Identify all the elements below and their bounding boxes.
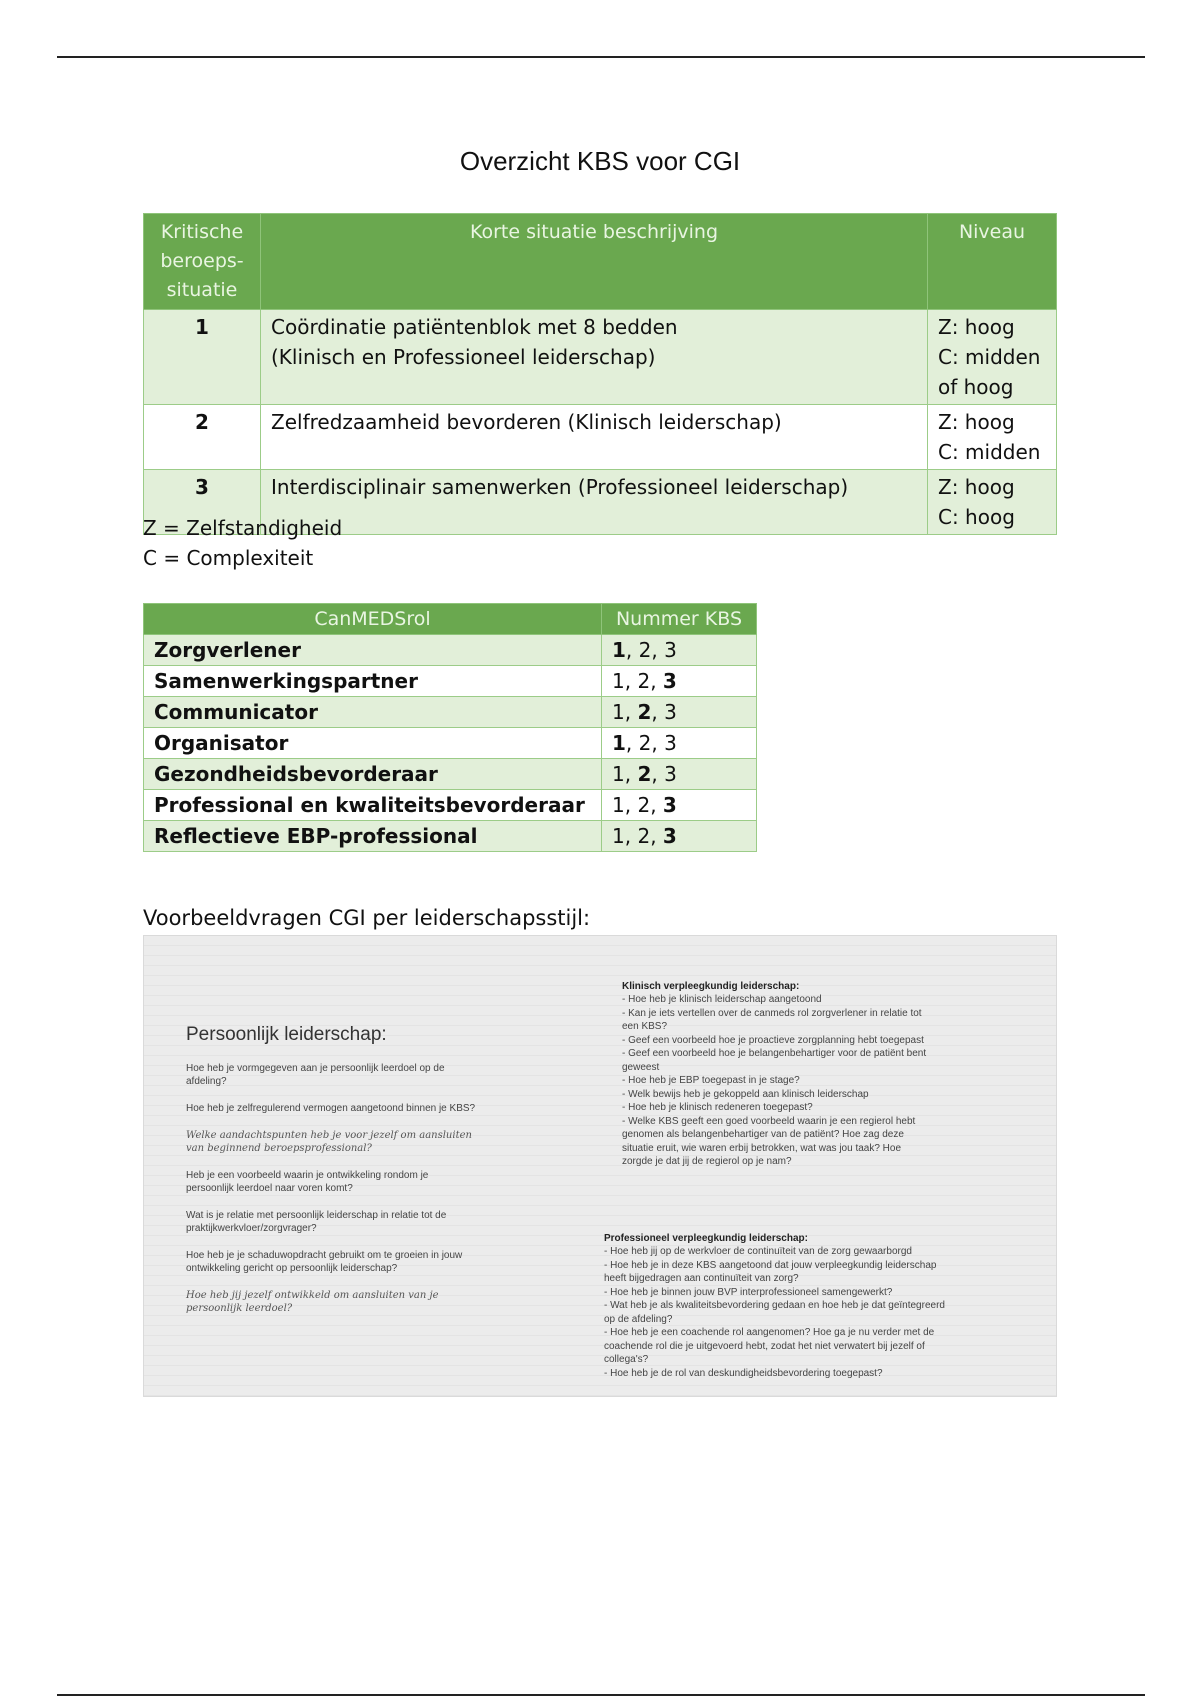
kbs-table (143, 213, 1057, 535)
kbs-header-kbs: Kritische beroeps-situatie (144, 214, 261, 310)
persoonlijk-question: Hoe heb jij jezelf ontwikkeld om aansluiten van je persoonlijk leerdoel? (186, 1290, 439, 1314)
slide-question-line: - Welk bewijs heb je gekoppeld aan klinisch leiderschap (622, 1088, 869, 1100)
kbs-desc-line: Interdisciplinair samenwerken (Professioneel leiderschap) (271, 475, 849, 499)
niveau-c: C: hoog (938, 505, 1015, 529)
canmeds-row (144, 635, 757, 666)
section-heading: Voorbeeldvragen CGI per leiderschapsstijl: (143, 906, 591, 930)
kbs-number: 2 (144, 405, 261, 470)
kbs-niveau (928, 310, 1057, 405)
kbs-number-ref: 1 (612, 700, 625, 724)
canmeds-kbs-numbers: 1, 2, 3 (602, 821, 757, 852)
canmeds-row (144, 821, 757, 852)
kbs-header-beschrijving: Korte situatie beschrijving (261, 214, 928, 310)
slide-question-line: - Kan je iets vertellen over de canmeds rol zorgverlener in relatie tot (622, 1007, 922, 1019)
professioneel-lines (604, 1245, 1014, 1380)
klinisch-lines (622, 993, 992, 1169)
canmeds-role: Gezondheidsbevorderaar (144, 759, 602, 790)
canmeds-header-rol: CanMEDSrol (144, 604, 602, 635)
kbs-row (144, 310, 1057, 405)
canmeds-row (144, 759, 757, 790)
kbs-number-ref: 1 (612, 669, 625, 693)
persoonlijk-question: Wat is je relatie met persoonlijk leiderschap in relatie tot de praktijkwerkvloer/zorgvrager? (186, 1210, 447, 1234)
professioneel-leiderschap-block (604, 1232, 1014, 1380)
kbs-number-ref: 1 (612, 731, 626, 755)
kbs-number: 1 (144, 310, 261, 405)
niveau-z: Z: hoog (938, 315, 1015, 339)
slide-question-line: - Hoe heb je de rol van deskundigheidsbevordering toegepast? (604, 1367, 883, 1379)
slide-question-line: coachende rol die je uitgevoerd hebt, zodat het niet verwatert bij jezelf of (604, 1340, 925, 1352)
persoonlijk-question: Hoe heb je je schaduwopdracht gebruikt om te groeien in jouw ontwikkeling gericht op persoonlijk leiderschap? (186, 1250, 463, 1274)
slide-question-line: genomen als belangenbehartiger van de patiënt? Hoe zag deze (622, 1129, 904, 1140)
canmeds-kbs-numbers: 1, 2, 3 (602, 790, 757, 821)
slide-question-line: - Geef een voorbeeld hoe je belangenbehartiger voor de patiënt bent (622, 1048, 927, 1059)
canmeds-role: Reflectieve EBP-professional (144, 821, 602, 852)
slide-question-line: situatie eruit, wie waren erbij betrokken, wat was jou taak? Hoe (622, 1142, 902, 1154)
kbs-number-ref: 3 (664, 700, 677, 724)
canmeds-role: Organisator (144, 728, 602, 759)
canmeds-kbs-numbers: 1, 2, 3 (602, 697, 757, 728)
kbs-description (261, 405, 928, 470)
slide-question-line: - Hoe heb je klinisch redeneren toegepast? (622, 1102, 813, 1113)
slide-question-line: collega's? (604, 1354, 649, 1365)
kbs-row (144, 405, 1057, 470)
slide-question-line: zorgde je dat jij de regierol op je nam? (622, 1156, 792, 1167)
canmeds-table (143, 603, 757, 852)
slide-question-line: op de afdeling? (604, 1313, 673, 1325)
slide-question-line: heeft bijgedragen aan continuïteit van zorg? (604, 1273, 799, 1284)
page-title: Overzicht KBS voor CGI (459, 146, 741, 176)
kbs-description (261, 470, 928, 535)
slide-question-line: - Wat heb je als kwaliteitsbevordering gedaan en hoe heb je dat geïntegreerd (604, 1300, 945, 1311)
canmeds-header-row (144, 604, 757, 635)
canmeds-role: Samenwerkingspartner (144, 666, 602, 697)
slide-question-line: - Welke KBS geeft een goed voorbeeld waarin je een regierol hebt (622, 1115, 916, 1127)
kbs-number-ref: 1 (612, 793, 625, 817)
kbs-number-ref: 2 (637, 700, 652, 724)
kbs-header-niveau: Niveau (928, 214, 1057, 310)
slide-question-line: een KBS? (622, 1021, 668, 1032)
slide-question-line: - Hoe heb je EBP toegepast in je stage? (622, 1075, 800, 1086)
kbs-number-ref: 2 (637, 824, 651, 848)
kbs-number-ref: 1 (612, 638, 626, 662)
canmeds-row (144, 728, 757, 759)
canmeds-body (144, 635, 757, 852)
kbs-number: 3 (144, 470, 261, 535)
persoonlijk-title: Persoonlijk leiderschap: (186, 1024, 387, 1045)
slide-question-line: - Hoe heb je binnen jouw BVP interprofessioneel samengewerkt? (604, 1286, 893, 1298)
kbs-description (261, 310, 928, 405)
kbs-desc-line: (Klinisch en Professioneel leiderschap) (271, 345, 656, 369)
canmeds-row (144, 666, 757, 697)
kbs-header-row (144, 214, 1057, 310)
kbs-number-ref: 1 (612, 762, 625, 786)
canmeds-role: Zorgverlener (144, 635, 602, 666)
persoonlijk-question: Hoe heb je vormgegeven aan je persoonlijk leerdoel op de afdeling? (186, 1063, 445, 1087)
kbs-desc-line: Zelfredzaamheid bevorderen (Klinisch leiderschap) (271, 410, 782, 434)
slide-question-line: - Hoe heb je een coachende rol aangenomen? Hoe ga je nu verder met de (604, 1327, 935, 1338)
canmeds-role: Professional en kwaliteitsbevorderaar (144, 790, 602, 821)
niveau-c: C: midden (938, 440, 1041, 464)
kbs-number-ref: 2 (637, 793, 651, 817)
top-rule (57, 56, 1145, 58)
legend (143, 513, 342, 573)
persoonlijk-question: Heb je een voorbeeld waarin je ontwikkeling rondom je persoonlijk leerdoel naar voren komt? (186, 1170, 429, 1194)
slide-question-line: - Geef een voorbeeld hoe je proactieve zorgplanning hebt toegepast (622, 1034, 924, 1046)
canmeds-role: Communicator (144, 697, 602, 728)
professioneel-title: Professioneel verpleegkundig leiderschap: (604, 1233, 808, 1244)
leiderschap-slide-image (143, 935, 1057, 1397)
niveau-c: C: midden of hoog (938, 345, 1041, 399)
kbs-number-ref: 1 (612, 824, 625, 848)
kbs-number-ref: 3 (664, 638, 677, 662)
legend-z: Z = Zelfstandigheid (143, 516, 343, 540)
canmeds-kbs-numbers: 1, 2, 3 (602, 666, 757, 697)
persoonlijk-leiderschap-column (186, 1024, 486, 1329)
kbs-number-ref: 3 (662, 793, 677, 817)
niveau-z: Z: hoog (938, 410, 1015, 434)
persoonlijk-questions (186, 1062, 486, 1315)
kbs-number-ref: 2 (637, 762, 652, 786)
canmeds-header-nummer: Nummer KBS (602, 604, 757, 635)
canmeds-kbs-numbers: 1, 2, 3 (602, 728, 757, 759)
persoonlijk-question: Welke aandachtspunten heb je voor jezelf om aansluiten van beginnend beroepsprofessional? (186, 1130, 472, 1154)
kbs-number-ref: 3 (662, 824, 677, 848)
slide-question-line: geweest (622, 1061, 660, 1073)
kbs-number-ref: 3 (662, 669, 677, 693)
kbs-number-ref: 2 (637, 669, 651, 693)
canmeds-row (144, 790, 757, 821)
kbs-number-ref: 2 (638, 638, 652, 662)
niveau-z: Z: hoog (938, 475, 1015, 499)
slide-question-line: - Hoe heb je klinisch leiderschap aangetoond (622, 994, 822, 1005)
klinisch-leiderschap-block (622, 980, 992, 1169)
bottom-rule (57, 1694, 1145, 1696)
legend-c: C = Complexiteit (143, 546, 314, 570)
kbs-niveau (928, 470, 1057, 535)
klinisch-title: Klinisch verpleegkundig leiderschap: (622, 981, 800, 992)
slide-question-line: - Hoe heb jij op de werkvloer de continuïteit van de zorg gewaarborgd (604, 1246, 912, 1257)
kbs-number-ref: 3 (664, 762, 677, 786)
persoonlijk-question: Hoe heb je zelfregulerend vermogen aangetoond binnen je KBS? (186, 1103, 476, 1114)
canmeds-kbs-numbers: 1, 2, 3 (602, 759, 757, 790)
slide-question-line: - Hoe heb je in deze KBS aangetoond dat jouw verpleegkundig leiderschap (604, 1259, 937, 1271)
canmeds-row (144, 697, 757, 728)
kbs-number-ref: 3 (664, 731, 677, 755)
kbs-number-ref: 2 (638, 731, 652, 755)
kbs-desc-line: Coördinatie patiëntenblok met 8 bedden (271, 315, 678, 339)
canmeds-kbs-numbers: 1, 2, 3 (602, 635, 757, 666)
kbs-niveau (928, 405, 1057, 470)
